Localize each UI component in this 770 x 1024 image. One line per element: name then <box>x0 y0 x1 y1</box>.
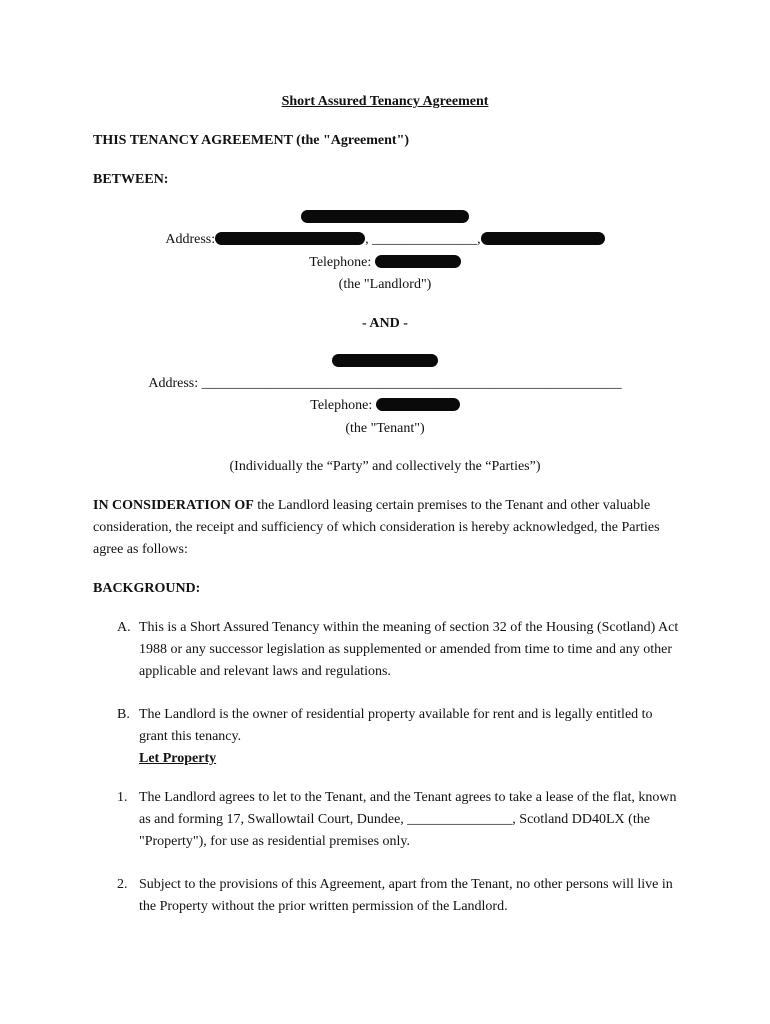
landlord-telephone-line <box>0 255 770 271</box>
consideration-lead: IN CONSIDERATION OF <box>93 498 254 513</box>
tenant-role: (the "Tenant") <box>345 421 425 436</box>
consideration-text: the Landlord leasing certain premises to the Tenant and other valuable consideration, the receipt and sufficiency of which consideration is hereby acknowledged, the Parties agree as follows: <box>93 498 660 557</box>
document-title: Short Assured Tenancy Agreement <box>281 94 489 109</box>
redacted-landlord-name <box>301 210 469 223</box>
redacted-tenant-telephone <box>376 398 460 411</box>
clause-text: The Landlord agrees to let to the Tenant, and the Tenant agrees to take a lease of the flat, known as and forming 17, Swallowtail Court, Dundee, _______________, Scotland DD40LX (the "Property"), for use as residential premises only. <box>139 790 677 849</box>
landlord-name-line <box>0 210 770 226</box>
landlord-role: (the "Landlord") <box>338 277 432 292</box>
section-heading-let-property: Let Property <box>139 751 217 766</box>
item-text: This is a Short Assured Tenancy within the meaning of section 32 of the Housing (Scotland) Act 1988 or any successor legislation as supplemented or amended from time to time and any other applicable and relevant laws and regulations. <box>139 620 679 679</box>
parties-note: (Individually the “Party” and collectively the “Parties”) <box>229 459 541 474</box>
item-text: The Landlord is the owner of residential property available for rent and is legally entitled to grant this tenancy. <box>139 707 653 744</box>
consideration-paragraph <box>93 495 683 561</box>
agreement-heading: THIS TENANCY AGREEMENT (the "Agreement") <box>93 133 410 148</box>
tenant-name-line <box>0 354 770 370</box>
redacted-landlord-postcode <box>481 232 605 245</box>
redacted-landlord-street <box>215 232 365 245</box>
landlord-address-label: Address: <box>165 232 216 247</box>
clause-marker: 2. <box>117 877 128 892</box>
clause-marker: 1. <box>117 790 128 805</box>
landlord-address-line <box>0 232 770 248</box>
between-label: BETWEEN: <box>93 172 169 187</box>
redacted-tenant-name <box>332 354 438 367</box>
clause-text: Subject to the provisions of this Agreement, apart from the Tenant, no other persons will live in the Property without the prior written permission of the Landlord. <box>139 877 673 914</box>
redacted-landlord-telephone <box>375 255 461 268</box>
landlord-address-blank: , _______________, <box>365 232 481 247</box>
background-label: BACKGROUND: <box>93 581 201 596</box>
tenant-telephone-label: Telephone: <box>310 398 373 413</box>
and-separator: - AND - <box>362 316 408 331</box>
tenant-telephone-line <box>0 398 770 414</box>
item-marker: B. <box>117 707 130 722</box>
tenant-address-line: Address: ____________________________________________________________ <box>148 376 622 391</box>
landlord-telephone-label: Telephone: <box>309 255 372 270</box>
item-marker: A. <box>117 620 131 635</box>
